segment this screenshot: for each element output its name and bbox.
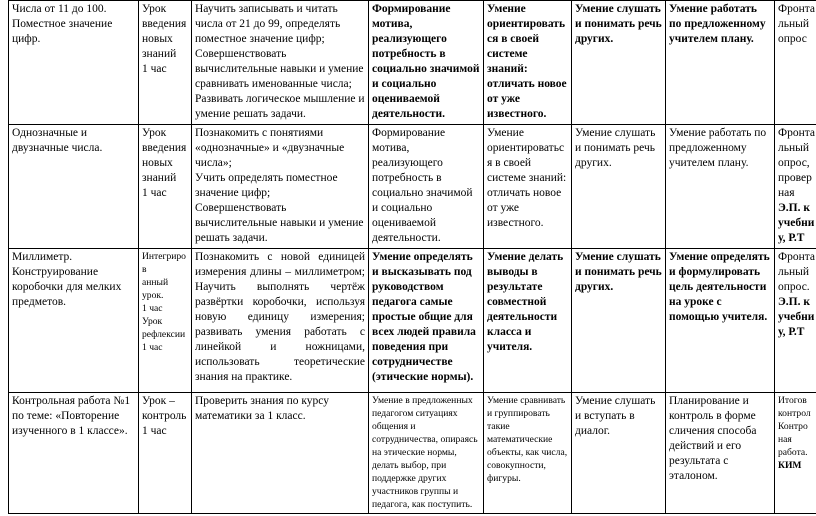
control-line: КИМ: [778, 460, 802, 471]
goals-cell: Познакомить с новой единицей измерения длины – миллиметром; Научить выполнять чертёж развёртки коробочки, используя новую единицу измерения; развивать умения работать с линейкой и ножницами, использовать теоретические знания на практике.: [192, 249, 369, 393]
control-line: Контро: [778, 421, 808, 432]
regulatory-results-cell: Умение сравнивать и группировать такие математические объекты, как числа, совокупности, фигуры.: [484, 393, 572, 514]
regulatory-results-cell: Умение ориентироваться в своей системе знаний: отличать новое от уже известного.: [484, 125, 572, 249]
control-line: Итогов: [778, 395, 807, 406]
control-line: льный: [778, 266, 810, 278]
lesson-type-line: введения: [142, 18, 187, 30]
control-cell: [775, 125, 816, 249]
personal-results-cell: Умение определять и высказывать под руководством педагога самые простые общие для всех людей правила поведения при сотрудничестве (этические нормы).: [369, 249, 484, 393]
goal-item: Совершенствовать вычислительные навыки и умение сравнивать именованные числа;: [195, 48, 364, 90]
lesson-type-cell: [139, 393, 192, 514]
goal-item: Познакомить с понятиями «однозначные» и «двузначные числа»;: [195, 127, 345, 169]
cognitive-results-cell: Умение работать по предложенному учителем плану.: [666, 1, 775, 125]
table-row: [9, 1, 816, 125]
lesson-type-line: контроль: [142, 410, 187, 422]
lesson-type-line: знаний: [142, 48, 177, 60]
lesson-type-line: 1 час: [142, 63, 167, 75]
lesson-type-cell: [139, 249, 192, 393]
control-line: опрос: [778, 33, 807, 45]
control-line: провер: [778, 172, 812, 184]
topic-cell: Контрольная работа №1 по теме: «Повторение изученного в 1 классе».: [9, 393, 139, 514]
goal-item: Учить определять поместное значение цифр;: [195, 172, 338, 199]
control-line: Э.П. к: [778, 296, 810, 308]
control-line: льный: [778, 142, 810, 154]
personal-results-cell: Умение в предложенных педагогом ситуациях общения и сотрудничества, опираясь на этические нормы, делать выбор, при поддержке других участников группы и педагога, как поступить.: [369, 393, 484, 514]
lesson-type-line: анный: [142, 277, 169, 288]
control-line: Фронта: [778, 251, 816, 263]
table-row: [9, 125, 816, 249]
cognitive-results-cell: Умение работать по предложенному учителем плану.: [666, 125, 775, 249]
control-line: учебни: [778, 217, 815, 229]
communicative-results-cell: Умение слушать и понимать речь других.: [572, 1, 666, 125]
lesson-type-line: введения: [142, 142, 187, 154]
control-line: у, Р.Т: [778, 326, 805, 338]
goals-cell: [192, 125, 369, 249]
lesson-type-line: урок.: [142, 290, 164, 301]
control-line: ная: [778, 434, 792, 445]
lesson-type-line: знаний: [142, 172, 177, 184]
cognitive-results-cell: Планирование и контроль в форме сличения способа действий и его результата с эталоном.: [666, 393, 775, 514]
lesson-type-line: Интегриров: [142, 251, 186, 275]
lesson-type-line: Урок: [142, 3, 167, 15]
goal-item: Развивать логическое мышление и умение решать задачи.: [195, 93, 365, 120]
control-line: работа.: [778, 447, 808, 458]
lesson-type-line: 1 час: [142, 342, 163, 353]
personal-results-cell: Формирование мотива, реализующего потребность в социально значимой и социально оцениваемой деятельности.: [369, 125, 484, 249]
lesson-type-line: новых: [142, 33, 173, 45]
lesson-type-line: 1 час: [142, 303, 163, 314]
control-line: Фронта: [778, 127, 816, 139]
cognitive-results-cell: Умение определять и формулировать цель деятельности на уроке с помощью учителя.: [666, 249, 775, 393]
lesson-type-line: 1 час: [142, 187, 167, 199]
control-cell: [775, 249, 816, 393]
communicative-results-cell: Умение слушать и понимать речь других.: [572, 249, 666, 393]
topic-cell: Числа от 11 до 100. Поместное значение цифр.: [9, 1, 139, 125]
lesson-type-line: Урок: [142, 316, 163, 327]
goals-cell: [192, 1, 369, 125]
goal-item: Совершенствовать вычислительные навыки и умение решать задачи.: [195, 202, 364, 244]
control-cell: [775, 1, 816, 125]
control-line: Фронта: [778, 3, 816, 15]
control-line: Э.П. к: [778, 202, 810, 214]
control-line: учебни: [778, 311, 815, 323]
lesson-type-line: Урок: [142, 127, 167, 139]
table-row: [9, 249, 816, 393]
lesson-type-line: 1 час: [142, 425, 167, 437]
control-line: контрол: [778, 408, 811, 419]
control-line: опрос,: [778, 157, 810, 169]
regulatory-results-cell: Умение ориентироваться в своей системе знаний: отличать новое от уже известного.: [484, 1, 572, 125]
topic-cell: Однозначные и двузначные числа.: [9, 125, 139, 249]
table-row: [9, 393, 816, 514]
goals-cell: Проверить знания по курсу математики за 1 класс.: [192, 393, 369, 514]
lesson-plan-table: [8, 0, 816, 514]
topic-cell: Миллиметр. Конструирование коробочки для мелких предметов.: [9, 249, 139, 393]
lesson-type-cell: [139, 1, 192, 125]
lesson-type-line: рефлексии: [142, 329, 186, 340]
communicative-results-cell: Умение слушать и вступать в диалог.: [572, 393, 666, 514]
goal-item: Научить записывать и читать числа от 21 до 99, определять поместное значение цифр;: [195, 3, 341, 45]
communicative-results-cell: Умение слушать и понимать речь других.: [572, 125, 666, 249]
lesson-type-cell: [139, 125, 192, 249]
control-line: ная: [778, 187, 795, 199]
personal-results-cell: Формирование мотива, реализующего потребность в социально значимой и социально оцениваемой деятельности.: [369, 1, 484, 125]
control-line: у, Р.Т: [778, 232, 805, 244]
regulatory-results-cell: Умение делать выводы в результате совместной деятельности класса и учителя.: [484, 249, 572, 393]
control-line: опрос.: [778, 281, 810, 293]
lesson-type-line: Урок –: [142, 395, 175, 407]
control-line: льный: [778, 18, 810, 30]
control-cell: [775, 393, 816, 514]
lesson-type-line: новых: [142, 157, 173, 169]
